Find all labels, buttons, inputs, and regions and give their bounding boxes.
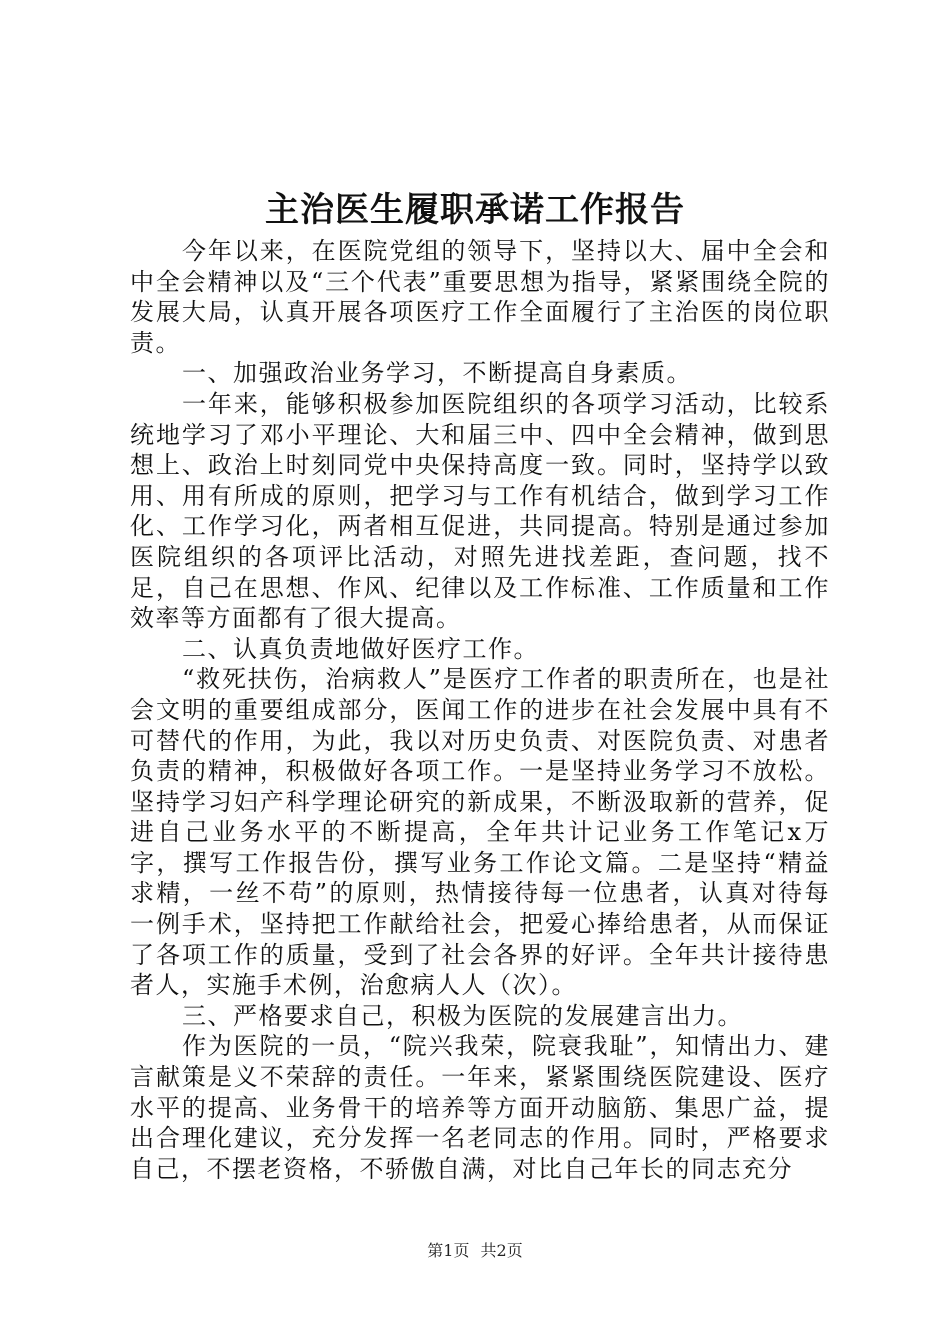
section-heading-3: 三、严格要求自己，积极为医院的发展建言出力。 (182, 1001, 743, 1030)
section-1-paragraph: 一年来，能够积极参加医院组织的各项学习活动，比较系统地学习了邓小平理论、大和届三中、四中全会精神，做到思想上、政治上时刻同党中央保持高度一致。同时，坚持学以致用、用有所成的原则，把学习与工作有机结合，做到学习工作化、工作学习化，两者相互促进，共同提高。特别是通过参加医院组织的各项评比活动，对照先进找差距，查问题，找不足，自己在思想、作风、纪律以及工作标准、工作质量和工作效率等方面都有了很大提高。 (130, 389, 830, 633)
document-title: 主治医生履职承诺工作报告 (265, 190, 685, 230)
section-heading-1: 一、加强政治业务学习，不断提高自身素质。 (182, 359, 692, 388)
section-3-paragraph: 作为医院的一员，“院兴我荣，院衰我耻”，知情出力、建言献策是义不荣辞的责任。一年来，紧紧围绕医院建设、医疗水平的提高、业务骨干的培养等方面开动脑筋、集思广益，提出合理化建议，充分发挥一名老同志的作用。同时，严格要求自己，不摆老资格，不骄傲自满，对比自己年长的同志充分 (130, 1032, 830, 1183)
section-2-paragraph: “救死扶伤，治病救人”是医疗工作者的职责所在，也是社会文明的重要组成部分，医闻工作的进步在社会发展中具有不可替代的作用，为此，我以对历史负责、对医院负责、对患者负责的精神，积极做好各项工作。一是坚持业务学习不放松。坚持学习妇产科学理论研究的新成果，不断汲取新的营养，促进自己业务水平的不断提高，全年共计记业务工作笔记x万字，撰写工作报告份，撰写业务工作论文篇。二是坚持“精益求精，一丝不苟”的原则，热情接待每一位患者，认真对待每一例手术，坚持把工作献给社会，把爱心捧给患者，从而保证了各项工作的质量，受到了社会各界的好评。全年共计接待患者人，实施手术例，治愈病人人（次）。 (130, 665, 830, 1000)
page-footer (0, 1240, 950, 1262)
intro-paragraph: 今年以来，在医院党组的领导下，坚持以大、届中全会和中全会精神以及“三个代表”重要思想为指导，紧紧围绕全院的发展大局，认真开展各项医疗工作全面履行了主治医的岗位职责。 (130, 237, 830, 357)
document-body (130, 236, 830, 1184)
section-heading-2: 二、认真负责地做好医疗工作。 (182, 634, 539, 663)
page-number: 第1页 (427, 1241, 470, 1260)
page-total: 共2页 (480, 1241, 523, 1260)
